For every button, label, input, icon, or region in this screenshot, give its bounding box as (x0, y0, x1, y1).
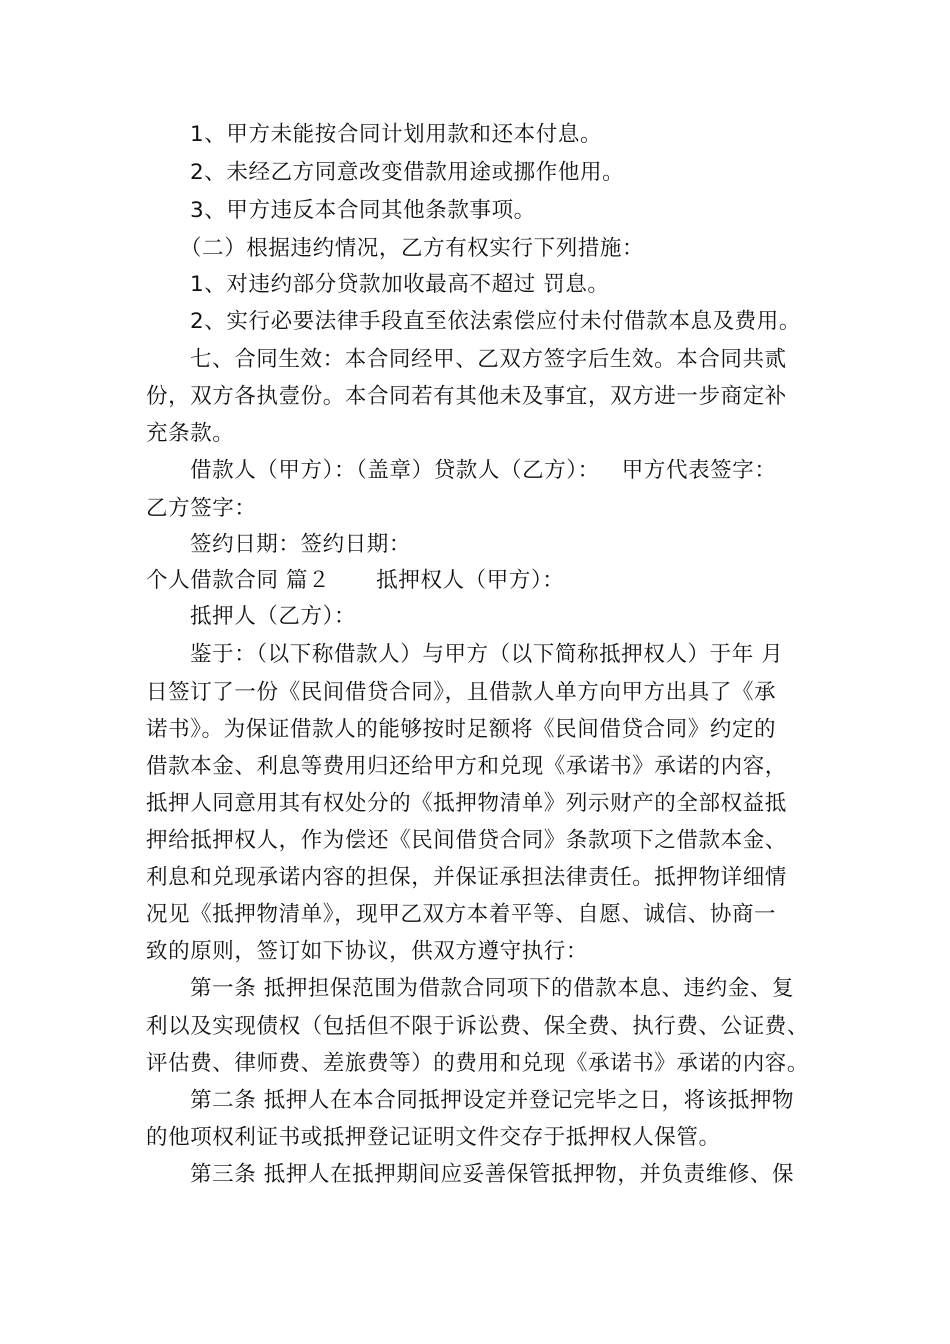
clause-line: 2、实行必要法律手段直至依法索偿应付未付借款本息及费用。 (190, 309, 801, 334)
article-line: 评估费、律师费、差旅费等）的费用和兑现《承诺书》承诺的内容。 (146, 1051, 810, 1076)
paragraph-line: 鉴于：（以下称借款人）与甲方（以下简称抵押权人）于年 月 (190, 642, 784, 667)
clause-line: 2、未经乙方同意改变借款用途或挪作他用。 (190, 160, 625, 185)
paragraph-line: 份，双方各执壹份。本合同若有其他未及事宜，双方进一步商定补 (146, 384, 787, 409)
paragraph-line: 充条款。 (146, 421, 235, 446)
paragraph-line: 抵押人同意用其有权处分的《抵押物清单》列示财产的全部权益抵 (146, 791, 787, 816)
section-title: 个人借款合同 篇２ (146, 568, 331, 593)
clause-line: 3、甲方违反本合同其他条款事项。 (190, 198, 536, 223)
paragraph-line: 况见《抵押物清单》，现甲乙双方本着平等、自愿、诚信、协商一 (146, 902, 777, 927)
clause-line: 1、对违约部分贷款加收最高不超过 罚息。 (190, 272, 610, 297)
section-title-line (146, 566, 806, 596)
article-line: 的他项权利证书或抵押登记证明文件交存于抵押权人保管。 (146, 1125, 721, 1150)
article-line: 第三条 抵押人在抵押期间应妥善保管抵押物，并负责维修、保 (190, 1162, 795, 1187)
section-heading: （二）根据违约情况，乙方有权实行下列措施： (180, 236, 645, 261)
article-line: 第二条 抵押人在本合同抵押设定并登记完毕之日，将该抵押物 (190, 1088, 795, 1113)
paragraph-line: 日签订了一份《民间借贷合同》，且借款人单方向甲方出具了《承 (146, 680, 777, 705)
article-line: 第一条 抵押担保范围为借款合同项下的借款本息、违约金、复 (190, 976, 795, 1001)
paragraph-line: 七、合同生效：本合同经甲、乙双方签字后生效。本合同共贰 (190, 347, 787, 372)
article-line: 利以及实现债权（包括但不限于诉讼费、保全费、执行费、公证费、 (146, 1014, 810, 1039)
paragraph-line: 致的原则，签订如下协议，供双方遵守执行： (146, 939, 589, 964)
party-a-sign-label: 甲方代表签字： (621, 458, 777, 483)
clause-line: 1、甲方未能按合同计划用款和还本付息。 (190, 122, 603, 147)
signature-line (190, 456, 850, 486)
paragraph-line: 诺书》。为保证借款人的能够按时足额将《民间借贷合同》约定的 (146, 717, 777, 742)
borrower-label: 借款人（甲方）：（盖章）贷款人（乙方）： (190, 458, 600, 483)
paragraph-line: 借款本金、利息等费用归还给甲方和兑现《承诺书》承诺的内容， (146, 754, 787, 779)
sign-date-line: 签约日期：签约日期： (190, 532, 412, 557)
mortgagee-label: 抵押权人（甲方）： (376, 568, 565, 593)
mortgagor-label: 抵押人（乙方）： (190, 604, 357, 629)
paragraph-line: 押给抵押权人，作为偿还《民间借贷合同》条款项下之借款本金、 (146, 828, 787, 853)
party-b-sign-label: 乙方签字： (146, 496, 257, 521)
paragraph-line: 利息和兑现承诺内容的担保，并保证承担法律责任。抵押物详细情 (146, 865, 787, 890)
